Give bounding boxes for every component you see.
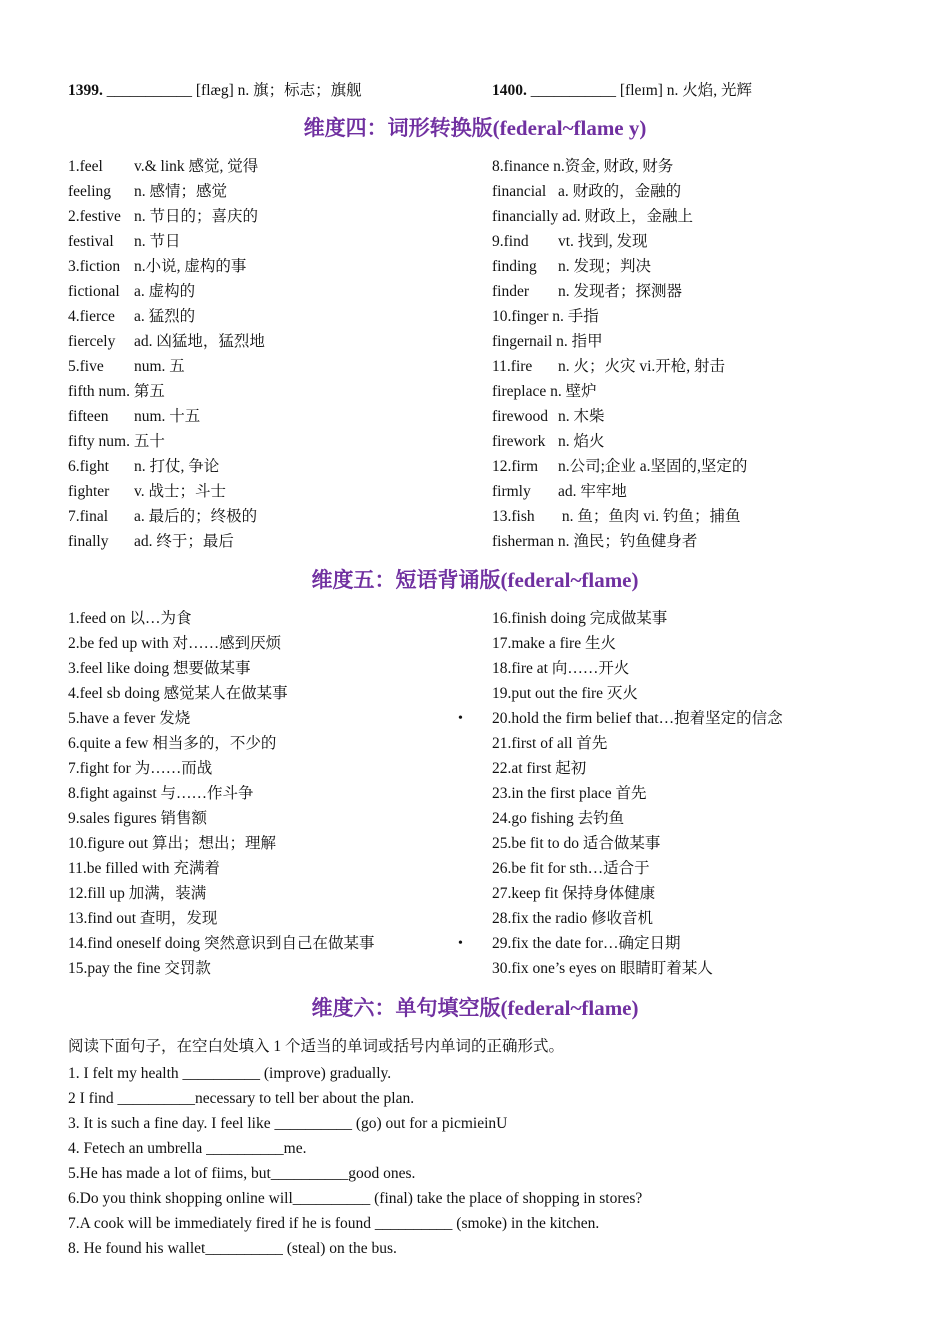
section5-left-column xyxy=(68,606,375,981)
vocab-definition: a. 猛烈的 xyxy=(134,308,196,325)
phrase-text: 1.feed on 以…为食 xyxy=(68,610,192,627)
vocab-entry xyxy=(492,304,747,329)
vocab-word: 5.five xyxy=(68,358,104,375)
vocab-1400: 1400. ___________ [fleɪm] n. 火焰, 光辉 xyxy=(492,82,753,99)
vocab-entry xyxy=(492,254,747,279)
vocab-word: financially ad. 财政上，金融上 xyxy=(492,208,694,225)
phrase-text: 10.figure out 算出；想出；理解 xyxy=(68,835,276,852)
phrase-item xyxy=(68,781,375,806)
section5-right-column xyxy=(458,606,783,981)
vocab-entry xyxy=(492,479,747,504)
section4-heading: 维度四：词形转换版(federal~flame y) xyxy=(303,116,647,140)
exercise-item: 5.He has made a lot of fiims, but__________good ones. xyxy=(68,1165,416,1182)
phrase-text: 25.be fit to do 适合做某事 xyxy=(492,835,661,852)
vocab-definition: n. 节日 xyxy=(134,233,181,250)
phrase-item xyxy=(492,881,783,906)
phrase-item xyxy=(68,631,375,656)
vocab-definition: num. 五 xyxy=(134,358,185,375)
vocab-definition: a. 虚构的 xyxy=(134,283,196,300)
phrase-item xyxy=(68,856,375,881)
exercise-item: 7.A cook will be immediately fired if he is found __________ (smoke) in the kitchen. xyxy=(68,1215,600,1232)
vocab-entry xyxy=(68,529,265,554)
vocab-entry xyxy=(492,229,747,254)
phrase-item xyxy=(492,906,783,931)
phrase-item xyxy=(68,606,375,631)
phrase-text: 21.first of all 首先 xyxy=(492,735,608,752)
phrase-item xyxy=(68,931,375,956)
vocab-definition: ad. 牢牢地 xyxy=(558,483,627,500)
vocab-word: 9.find xyxy=(492,233,529,250)
section5-heading: 维度五：短语背诵版(federal~flame) xyxy=(311,568,639,592)
vocab-entry xyxy=(68,454,265,479)
vocab-entry xyxy=(492,429,747,454)
phrase-item xyxy=(492,681,783,706)
vocab-entry xyxy=(492,404,747,429)
vocab-word: finally xyxy=(68,533,109,550)
vocab-word: fifth num. 第五 xyxy=(68,383,165,400)
phrase-item xyxy=(492,781,783,806)
phrase-text: 22.at first 起初 xyxy=(492,760,587,777)
vocab-word: financial xyxy=(492,183,547,200)
vocab-word: fingernail n. 指甲 xyxy=(492,333,603,350)
phrase-item xyxy=(68,681,375,706)
section6-exercise xyxy=(68,1034,642,1261)
vocab-1399: 1399. ___________ [flæg] n. 旗；标志；旗舰 xyxy=(68,82,362,99)
phrase-item xyxy=(68,656,375,681)
phrase-text: 20.hold the firm belief that…抱着坚定的信念 xyxy=(492,710,783,727)
vocab-entry xyxy=(68,504,265,529)
vocab-word: firewood xyxy=(492,408,548,425)
vocab-entry xyxy=(68,429,265,454)
phrase-text: 7.fight for 为……而战 xyxy=(68,760,213,777)
exercise-item: 1. I felt my health __________ (improve) gradually. xyxy=(68,1065,392,1082)
phrase-item xyxy=(68,806,375,831)
phrase-text: 30.fix one’s eyes on 眼睛盯着某人 xyxy=(492,960,713,977)
vocab-entry xyxy=(68,479,265,504)
vocab-definition: n. 火；火灾 vi.开枪, 射击 xyxy=(558,358,726,375)
vocab-word: 3.fiction xyxy=(68,258,121,275)
vocab-top-row xyxy=(68,78,753,100)
vocab-definition: ad. 凶猛地，猛烈地 xyxy=(134,333,265,350)
vocab-definition: n. 节日的；喜庆的 xyxy=(134,208,259,225)
phrase-text: 26.be fit for sth…适合于 xyxy=(492,860,650,877)
vocab-definition: n. 打仗, 争论 xyxy=(134,458,220,475)
vocab-word: fireplace n. 壁炉 xyxy=(492,383,597,400)
phrase-text: 17.make a fire 生火 xyxy=(492,635,616,652)
vocab-definition: v.& link 感觉, 觉得 xyxy=(134,158,259,175)
vocab-entry xyxy=(68,379,265,404)
vocab-definition: a. 最后的；终极的 xyxy=(134,508,258,525)
vocab-entry xyxy=(492,379,747,404)
phrase-text: 12.fill up 加满，装满 xyxy=(68,885,207,902)
vocab-word: firework xyxy=(492,433,546,450)
vocab-entry xyxy=(492,454,747,479)
vocab-word: fisherman n. 渔民；钓鱼健身者 xyxy=(492,533,698,550)
section4-left-column xyxy=(68,154,265,554)
vocab-definition: n. 发现；判决 xyxy=(558,258,652,275)
phrase-item xyxy=(492,756,783,781)
phrase-item xyxy=(68,706,375,731)
phrase-item xyxy=(68,731,375,756)
vocab-entry xyxy=(68,154,265,179)
phrase-item xyxy=(492,731,783,756)
vocab-entry xyxy=(492,204,747,229)
bullet-marker: • xyxy=(458,936,463,951)
vocab-word: fighter xyxy=(68,483,110,500)
phrase-item xyxy=(492,631,783,656)
vocab-entry xyxy=(68,304,265,329)
vocab-entry xyxy=(492,354,747,379)
phrase-item xyxy=(492,956,783,981)
vocab-entry xyxy=(492,504,747,529)
phrase-item xyxy=(458,706,783,731)
vocab-word: 6.fight xyxy=(68,458,109,475)
phrase-text: 13.find out 查明，发现 xyxy=(68,910,218,927)
vocab-definition: n.小说, 虚构的事 xyxy=(134,258,247,275)
phrase-item xyxy=(68,956,375,981)
section6-heading: 维度六：单句填空版(federal~flame) xyxy=(311,996,639,1020)
phrase-text: 11.be filled with 充满着 xyxy=(68,860,220,877)
exercise-items xyxy=(68,1061,642,1261)
bullet-marker: • xyxy=(458,711,463,726)
vocab-entry xyxy=(68,404,265,429)
exercise-item: 6.Do you think shopping online will__________ (final) take the place of shopping in stores? xyxy=(68,1190,643,1207)
phrase-text: 24.go fishing 去钓鱼 xyxy=(492,810,625,827)
vocab-word: finder xyxy=(492,283,530,300)
vocab-entry xyxy=(68,179,265,204)
vocab-definition: n. 感情；感觉 xyxy=(134,183,228,200)
vocab-definition: n.公司;企业 a.坚固的,坚定的 xyxy=(558,458,748,475)
vocab-entry xyxy=(68,254,265,279)
vocab-word: 4.fierce xyxy=(68,308,115,325)
vocab-entry xyxy=(492,154,747,179)
phrase-text: 6.quite a few 相当多的，不少的 xyxy=(68,735,277,752)
vocab-word: 8.finance n.资金, 财政, 财务 xyxy=(492,158,674,175)
phrase-item xyxy=(68,756,375,781)
vocab-entry xyxy=(68,354,265,379)
vocab-definition: n. 焰火 xyxy=(558,433,605,450)
vocab-entry xyxy=(492,529,747,554)
phrase-text: 29.fix the date for…确定日期 xyxy=(492,935,681,952)
vocab-word: 11.fire xyxy=(492,358,533,375)
phrase-item xyxy=(492,656,783,681)
phrase-item xyxy=(492,606,783,631)
vocab-entry xyxy=(68,229,265,254)
phrase-item xyxy=(492,831,783,856)
vocab-word: 10.finger n. 手指 xyxy=(492,308,599,325)
vocab-definition: vt. 找到, 发现 xyxy=(558,233,648,250)
vocab-word: 1.feel xyxy=(68,158,103,175)
vocab-definition: num. 十五 xyxy=(134,408,201,425)
phrase-text: 16.finish doing 完成做某事 xyxy=(492,610,668,627)
phrase-item xyxy=(68,881,375,906)
vocab-definition: v. 战士；斗士 xyxy=(134,483,226,500)
phrase-text: 4.feel sb doing 感觉某人在做某事 xyxy=(68,685,288,702)
exercise-item: 4. Fetech an umbrella __________me. xyxy=(68,1140,307,1157)
vocab-word: fifteen xyxy=(68,408,109,425)
vocab-word: festival xyxy=(68,233,114,250)
phrase-text: 2.be fed up with 对……感到厌烦 xyxy=(68,635,282,652)
phrase-text: 14.find oneself doing 突然意识到自己在做某事 xyxy=(68,935,375,952)
phrase-text: 27.keep fit 保持身体健康 xyxy=(492,885,656,902)
vocab-definition: n. 鱼；鱼肉 vi. 钓鱼；捕鱼 xyxy=(558,508,741,525)
vocab-word: fiercely xyxy=(68,333,116,350)
vocab-word: 13.fish xyxy=(492,508,535,525)
vocab-entry xyxy=(492,329,747,354)
vocab-word: firmly xyxy=(492,483,531,500)
phrase-text: 28.fix the radio 修收音机 xyxy=(492,910,654,927)
vocab-entry xyxy=(68,329,265,354)
vocab-word: fifty num. 五十 xyxy=(68,433,165,450)
exercise-item: 2 I find __________necessary to tell ber about the plan. xyxy=(68,1090,415,1107)
vocab-entry xyxy=(492,179,747,204)
vocab-entry xyxy=(492,279,747,304)
phrase-item xyxy=(492,806,783,831)
vocab-word: finding xyxy=(492,258,537,275)
section4-right-column xyxy=(492,154,747,554)
phrase-item xyxy=(492,856,783,881)
vocab-entry xyxy=(68,279,265,304)
vocab-entry xyxy=(68,204,265,229)
phrase-text: 23.in the first place 首先 xyxy=(492,785,647,802)
vocab-definition: n. 木柴 xyxy=(558,408,605,425)
exercise-item: 3. It is such a fine day. I feel like __________ (go) out for a picmieinU xyxy=(68,1115,508,1132)
vocab-definition: n. 发现者；探测器 xyxy=(558,283,683,300)
vocab-word: 12.firm xyxy=(492,458,539,475)
phrase-text: 19.put out the fire 灭火 xyxy=(492,685,638,702)
vocab-word: 7.final xyxy=(68,508,109,525)
vocab-definition: ad. 终于；最后 xyxy=(134,533,234,550)
phrase-text: 9.sales figures 销售额 xyxy=(68,810,208,827)
vocab-word: feeling xyxy=(68,183,112,200)
exercise-item: 8. He found his wallet__________ (steal) on the bus. xyxy=(68,1240,397,1257)
phrase-text: 3.feel like doing 想要做某事 xyxy=(68,660,251,677)
phrase-item xyxy=(458,931,783,956)
phrase-text: 15.pay the fine 交罚款 xyxy=(68,960,211,977)
phrase-item xyxy=(68,906,375,931)
phrase-text: 18.fire at 向……开火 xyxy=(492,660,630,677)
vocab-word: 2.festive xyxy=(68,208,121,225)
phrase-text: 8.fight against 与……作斗争 xyxy=(68,785,254,802)
vocab-definition: a. 财政的，金融的 xyxy=(558,183,682,200)
vocab-word: fictional xyxy=(68,283,120,300)
exercise-instruction: 阅读下面句子，在空白处填入 1 个适当的单词或括号内单词的正确形式。 xyxy=(68,1038,565,1055)
phrase-text: 5.have a fever 发烧 xyxy=(68,710,191,727)
phrase-item xyxy=(68,831,375,856)
